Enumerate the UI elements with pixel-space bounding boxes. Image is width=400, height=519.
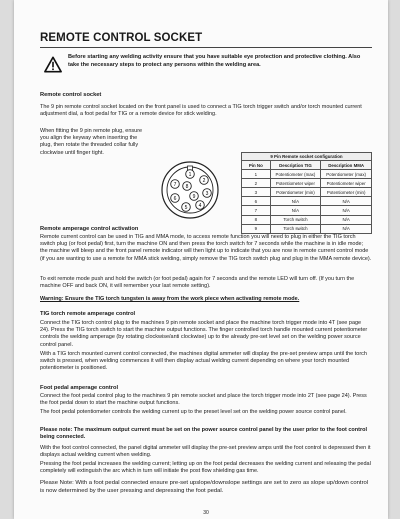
max-current-note: Please note: The maximum output current must be set on the power source control panel by the user prior to the foot control being connected.	[40, 427, 367, 441]
table-cell: Potentiometer wiper	[270, 179, 321, 188]
section-intro-text: The 9 pin remote control socket located on the front panel is used to connect a TIG torch trigger switch and/or torch mounted current adjustment dial, a foot pedal for TIG or a remote device for stick welding.	[40, 104, 362, 118]
foot-pedal-behaviour-text: Pressing the foot pedal increases the welding current; letting up on the foot pedal decreases the welding current and releasing the pedal completely will extinguish the arc which in turn will initiate the post flow shielding gas time.	[40, 461, 371, 475]
table-row	[242, 179, 372, 188]
tungsten-warning-text: Warning: Ensure the TIG torch tungsten is away from the work piece when activating remote mode.	[40, 296, 300, 302]
table-header-tig: Description TIG	[270, 161, 321, 170]
remote-activation-text: Remote current control can be used in TIG and MMA mode, to access remote function you will need to plug in either the TIG torch switch plug (or foot pedal) first, turn the machine ON and then press the torch switch for 7 seconds while the machine is in idle mode; the machine will bleep and the front panel remote indicator will then light up to indicate that you are now in remote current control mode (if you are wanting to use a remote for MMA stick welding, simply remove the TIG torch switch plug and plug in the MMA remote device).	[40, 234, 372, 262]
section-heading-foot-pedal: Foot pedal amperage control	[40, 385, 119, 391]
fitting-note-text: When fitting the 9 pin remote plug, ensure you align the keyway when inserting the plug, then rotate the threaded collar fully clockwise until finger tight.	[40, 128, 143, 156]
safety-warning-text: Before starting any welding activity ensure that you have suitable eye protection and protective clothing. Also take the necessary steps to protect any persons within the welding area.	[68, 54, 361, 68]
table-cell: N/A	[321, 224, 372, 233]
table-row	[242, 170, 372, 179]
table-caption: 9 Pin Remote socket configuration	[242, 153, 372, 161]
warning-icon	[44, 56, 62, 73]
connector-pin-label: 2	[202, 177, 206, 184]
table-cell: N/A	[321, 215, 372, 224]
table-cell: 2	[242, 179, 271, 188]
table-row	[242, 224, 372, 233]
connector-pin-label: 6	[173, 195, 177, 202]
table-cell: 7	[242, 206, 271, 215]
table-cell: N/A	[321, 197, 372, 206]
table-row	[242, 206, 372, 215]
connector-pin-label: 3	[205, 190, 209, 197]
table-row	[242, 215, 372, 224]
section-heading-remote-activation: Remote amperage control activation	[40, 226, 139, 232]
table-cell: 9	[242, 224, 271, 233]
connector-pin-label: 1	[188, 171, 192, 178]
table-cell: 8	[242, 215, 271, 224]
section-heading-tig-torch: TIG torch remote amperage control	[40, 311, 136, 317]
table-cell: N/A	[321, 206, 372, 215]
table-row	[242, 188, 372, 197]
table-cell: Torch switch	[270, 215, 321, 224]
remote-exit-text: To exit remote mode push and hold the switch (or foot pedal) again for 7 seconds and the remote LED will turn off. (If you turn the machine OFF and back ON, it will remember your last remote setting).	[40, 276, 355, 290]
table-cell: Potentiometer (min)	[270, 188, 321, 197]
table-cell: 3	[242, 188, 271, 197]
table-cell: Potentiometer wiper	[321, 179, 372, 188]
table-header-pin: Pin No	[242, 161, 271, 170]
table-cell: Potentiometer (min)	[321, 188, 372, 197]
page-title: REMOTE CONTROL SOCKET	[40, 32, 372, 48]
page-number: 30	[203, 510, 209, 516]
connector-pin-label: 7	[173, 181, 177, 188]
table-cell: 6	[242, 197, 271, 206]
nine-pin-connector-diagram	[160, 160, 220, 220]
table-cell: N/A	[270, 197, 321, 206]
connector-pin-label: 8	[185, 183, 189, 190]
table-header-mma: Description MMA	[321, 161, 372, 170]
slope-note: Please Note: With a foot pedal connected ensure pre-set upslope/downslope settings are set to zero as slope up/down control is now determined by the user pressing and depressing the foot pedal.	[40, 480, 369, 494]
manual-page	[14, 0, 388, 519]
table-row	[242, 197, 372, 206]
foot-pedal-potentiometer-text: The foot pedal potentiometer controls the welding current up to the preset level set on the welding power source control panel.	[40, 409, 347, 415]
table-cell: 1	[242, 170, 271, 179]
connector-pin-label: 9	[192, 193, 196, 200]
tig-torch-display-text: With a TIG torch mounted current control connected, the machines digital ammeter will display the pre-set preview amps until the torch switch is pressed, when welding commences it will then display actual welding current depending on where your torch mounted potentiometer is positioned.	[40, 351, 367, 372]
tig-torch-text: Connect the TIG torch control plug to the machines 9 pin remote socket and place the machine torch trigger mode into 4T (see page 24). Press the TIG torch switch to start the machine output functions. The finger controlled torch handle mounted current potentiometer controls the welding amperage (by rotating clockwise/anti clockwise) up to the already pre-set level set on the welding power source control panel.	[40, 320, 368, 348]
table-cell: Potentiometer (max)	[321, 170, 372, 179]
table-cell: Potentiometer (max)	[270, 170, 321, 179]
pin-configuration-table	[241, 152, 372, 234]
table-cell: N/A	[270, 206, 321, 215]
foot-pedal-text: Connect the foot pedal control plug to the machines 9 pin remote socket and place the torch trigger mode into 2T (see page 24). Press the foot pedal down to start the machine output functions.	[40, 393, 367, 407]
section-heading-remote-control-socket: Remote control socket	[40, 92, 102, 98]
connector-pin-label: 5	[184, 204, 188, 211]
foot-pedal-display-text: With the foot control connected, the panel digital ammeter will display the pre-set preview amps until the foot control is depressed then it displays actual welding current when welding.	[40, 445, 371, 459]
connector-pin-label: 4	[198, 202, 202, 209]
table-cell: Torch switch	[270, 224, 321, 233]
